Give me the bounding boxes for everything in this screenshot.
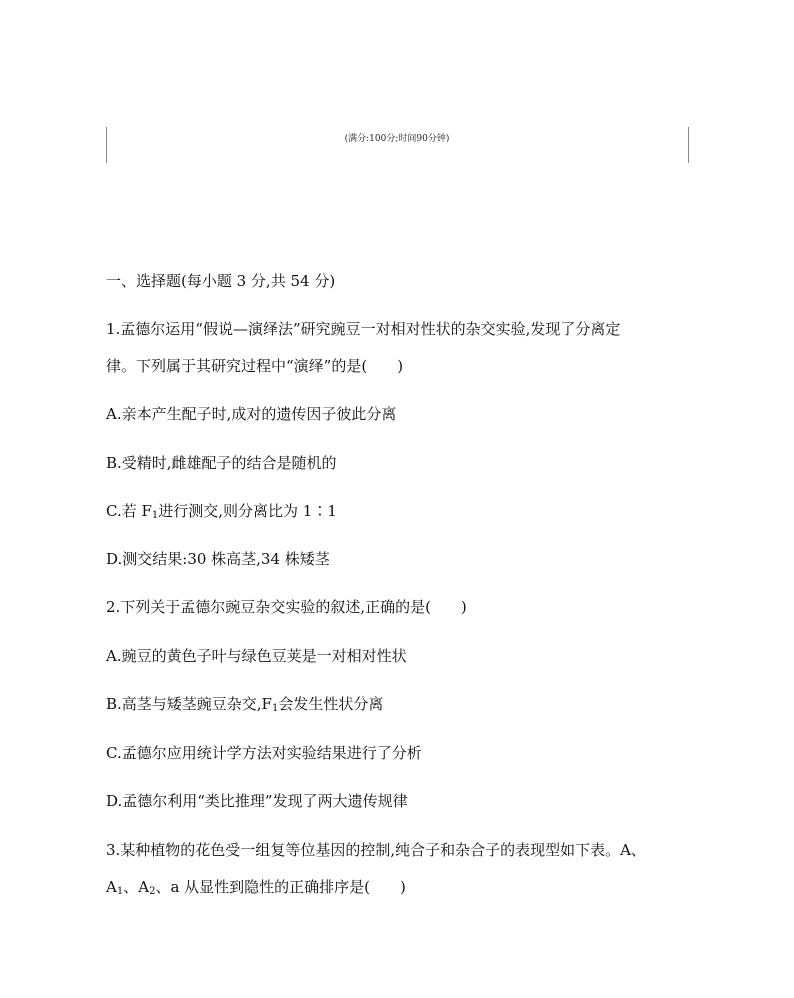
exam-score-time-note: (满分:100分;时间90分钟)	[344, 134, 450, 144]
q1-option-c-sub: 1	[151, 510, 159, 521]
q1-option-d: D.测交结果:30 株高茎,34 株矮茎	[106, 550, 330, 568]
q2-option-b-pre: B.高茎与矮茎豌豆杂交,F	[106, 695, 272, 713]
q2-stem: 2.下列关于孟德尔豌豆杂交实验的叙述,正确的是( )	[106, 598, 467, 616]
q3-stem-line2-rest: 、a 从显性到隐性的正确排序是( )	[155, 878, 406, 896]
q1-option-c-post: 进行测交,则分离比为 1∶1	[158, 502, 337, 520]
q3-allele-a2-sub: 2	[149, 886, 156, 897]
q1-stem-line2: 律。下列属于其研究过程中“演绎”的是( )	[106, 357, 404, 375]
section-heading: 一、选择题(每小题 3 分,共 54 分)	[106, 272, 336, 290]
q2-option-d: D.孟德尔利用“类比推理”发现了两大遗传规律	[106, 792, 408, 810]
q2-option-b-sub: 1	[271, 703, 279, 714]
q1-stem-line1: 1.孟德尔运用“假说—演绎法”研究豌豆一对相对性状的杂交实验,发现了分离定	[106, 320, 621, 338]
q2-option-b-post: 会发生性状分离	[278, 695, 384, 713]
q2-option-c: C.孟德尔应用统计学方法对实验结果进行了分析	[106, 744, 422, 762]
q2-option-b	[106, 694, 383, 719]
q3-allele-a1: A	[106, 878, 117, 896]
q1-option-c-pre: C.若 F	[106, 502, 152, 520]
q1-option-b: B.受精时,雌雄配子的结合是随机的	[106, 454, 337, 472]
q2-option-a: A.豌豆的黄色子叶与绿色豆荚是一对相对性状	[106, 647, 407, 665]
q3-stem-line1: 3.某种植物的花色受一组复等位基因的控制,纯合子和杂合子的表现型如下表。A、	[106, 841, 646, 859]
q1-option-a: A.亲本产生配子时,成对的遗传因子彼此分离	[106, 405, 397, 423]
q3-allele-a1-sub: 1	[116, 886, 124, 897]
q3-stem-line2	[106, 877, 406, 902]
q3-allele-a2: 、A	[123, 878, 150, 896]
q1-option-c	[106, 501, 337, 526]
